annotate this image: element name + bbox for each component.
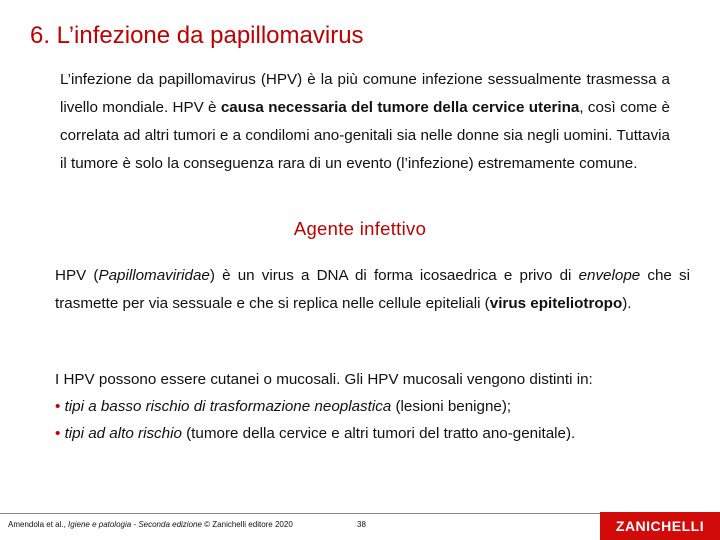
list-item-italic: tipi a basso rischio di trasformazione neoplastica <box>64 398 392 415</box>
intro-bold: causa necessaria del tumore della cervice uterina <box>220 99 580 116</box>
list-item <box>55 393 705 420</box>
agent-paragraph <box>55 262 690 318</box>
footer-book: Igiene e patologia - Seconda edizione <box>68 520 202 529</box>
list-item-italic: tipi ad alto rischio <box>64 425 182 442</box>
intro-text-2: , così come è correlata ad altri tumori e a condilomi ano-genitali sia nelle donne sia negli uomini. Tuttavia il tumore è solo la conseguenza rara di un evento (l’infezione) estremamente comune. <box>60 99 671 172</box>
agent-italic-1: Papillomaviridae <box>98 267 210 284</box>
footer-divider <box>0 513 600 514</box>
bullet-icon: • <box>55 398 61 415</box>
list-item <box>55 420 705 447</box>
slide-title: 6. L’infezione da papillomavirus <box>30 22 364 49</box>
footer-authors: Amendola et al., <box>8 520 69 529</box>
agent-text-4: ). <box>622 295 632 312</box>
list-item-text: (lesioni benigne); <box>391 398 512 415</box>
intro-text-1: L’infezione da papillomavirus (HPV) è la più comune infezione sessualmente trasmessa a livello mondiale. HPV è <box>60 71 670 116</box>
agent-italic-2: envelope <box>578 267 641 284</box>
agent-text-2: ) è un virus a DNA di forma icosaedrica e privo di <box>209 267 579 284</box>
types-paragraph <box>55 366 705 447</box>
intro-paragraph <box>60 66 670 178</box>
list-item-text: (tumore della cervice e altri tumori del tratto ano-genitale). <box>181 425 576 442</box>
types-intro: I HPV possono essere cutanei o mucosali. Gli HPV mucosali vengono distinti in: <box>55 371 593 388</box>
footer-publisher: © Zanichelli editore 2020 <box>201 520 293 529</box>
page-number: 38 <box>357 520 366 529</box>
section-heading: Agente infettivo <box>293 218 427 239</box>
agent-text-1: HPV ( <box>55 267 99 284</box>
publisher-logo: ZANICHELLI <box>600 512 720 540</box>
agent-text-3: che si trasmette per via sessuale e che si replica nelle cellule epiteliali ( <box>55 267 690 312</box>
footer-citation <box>8 520 293 529</box>
agent-bold: virus epiteliotropo <box>489 295 623 312</box>
bullet-icon: • <box>55 425 61 442</box>
